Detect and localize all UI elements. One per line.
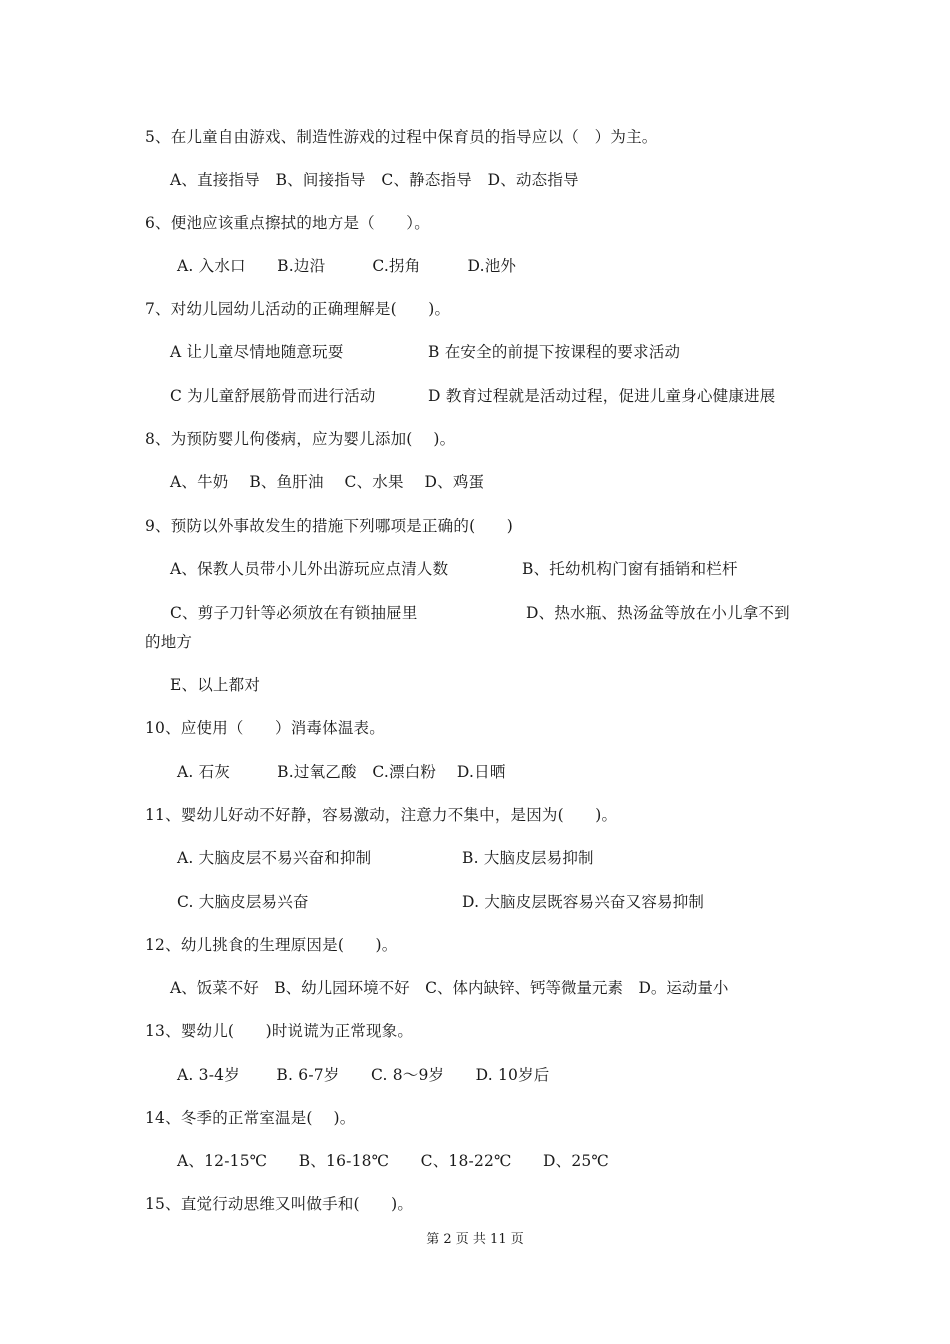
question-13-stem: 13、婴幼儿( )时说谎为正常现象。: [145, 1022, 414, 1040]
question-11-option-d: D. 大脑皮层既容易兴奋又容易抑制: [462, 893, 705, 911]
question-8-stem: 8、为预防婴儿佝偻病，应为婴儿添加( )。: [145, 430, 456, 448]
question-7-option-d: D 教育过程就是活动过程，促进儿童身心健康进展: [428, 387, 776, 405]
question-9-option-e: E、以上都对: [170, 676, 261, 694]
question-14-stem: 14、冬季的正常室温是( )。: [145, 1109, 356, 1127]
question-11-option-a: A. 大脑皮层不易兴奋和抑制: [177, 849, 372, 867]
question-14-options: A、12-15℃ B、16-18℃ C、18-22℃ D、25℃: [177, 1152, 610, 1170]
question-8-options: A、牛奶 B、鱼肝油 C、水果 D、鸡蛋: [170, 473, 485, 491]
question-9-option-d: D、热水瓶、热汤盆等放在小儿拿不到: [526, 604, 790, 622]
question-9-stem: 9、预防以外事故发生的措施下列哪项是正确的( ): [145, 517, 513, 535]
question-11-option-c: C. 大脑皮层易兴奋: [177, 893, 309, 911]
question-9-option-a: A、保教人员带小儿外出游玩应点清人数: [170, 560, 449, 578]
question-13-options: A. 3-4岁 B. 6-7岁 C. 8～9岁 D. 10岁后: [177, 1066, 550, 1084]
question-7-option-a: A 让儿童尽情地随意玩耍: [170, 343, 344, 361]
question-6-stem: 6、便池应该重点擦拭的地方是（ ）。: [145, 214, 430, 232]
question-5-stem: 5、在儿童自由游戏、制造性游戏的过程中保育员的指导应以（ ）为主。: [145, 128, 658, 146]
question-5-options: A、直接指导 B、间接指导 C、静态指导 D、动态指导: [170, 171, 579, 189]
question-11-option-b: B. 大脑皮层易抑制: [462, 849, 594, 867]
question-11-stem: 11、婴幼儿好动不好静，容易激动，注意力不集中，是因为( )。: [145, 806, 618, 824]
question-7-option-c: C 为儿童舒展筋骨而进行活动: [170, 387, 376, 405]
question-15-stem: 15、直觉行动思维又叫做手和( )。: [145, 1195, 414, 1213]
question-9-option-c: C、剪子刀针等必须放在有锁抽屉里: [170, 604, 418, 622]
question-12-stem: 12、幼儿挑食的生理原因是( )。: [145, 936, 398, 954]
question-7-stem: 7、对幼儿园幼儿活动的正确理解是( )。: [145, 300, 451, 318]
question-6-options: A. 入水口 B.边沿 C.拐角 D.池外: [177, 257, 517, 275]
page-footer: 第 2 页 共 11 页: [426, 1232, 524, 1247]
question-12-options: A、饭菜不好 B、幼儿园环境不好 C、体内缺锌、钙等微量元素 D。运动量小: [170, 979, 729, 997]
question-9-option-d-continued: 的地方: [145, 633, 193, 651]
question-10-options: A. 石灰 B.过氧乙酸 C.漂白粉 D.日晒: [177, 763, 506, 781]
question-10-stem: 10、应使用（ ）消毒体温表。: [145, 719, 385, 737]
question-7-option-b: B 在安全的前提下按课程的要求活动: [428, 343, 681, 361]
question-9-option-b: B、托幼机构门窗有插销和栏杆: [522, 560, 738, 578]
